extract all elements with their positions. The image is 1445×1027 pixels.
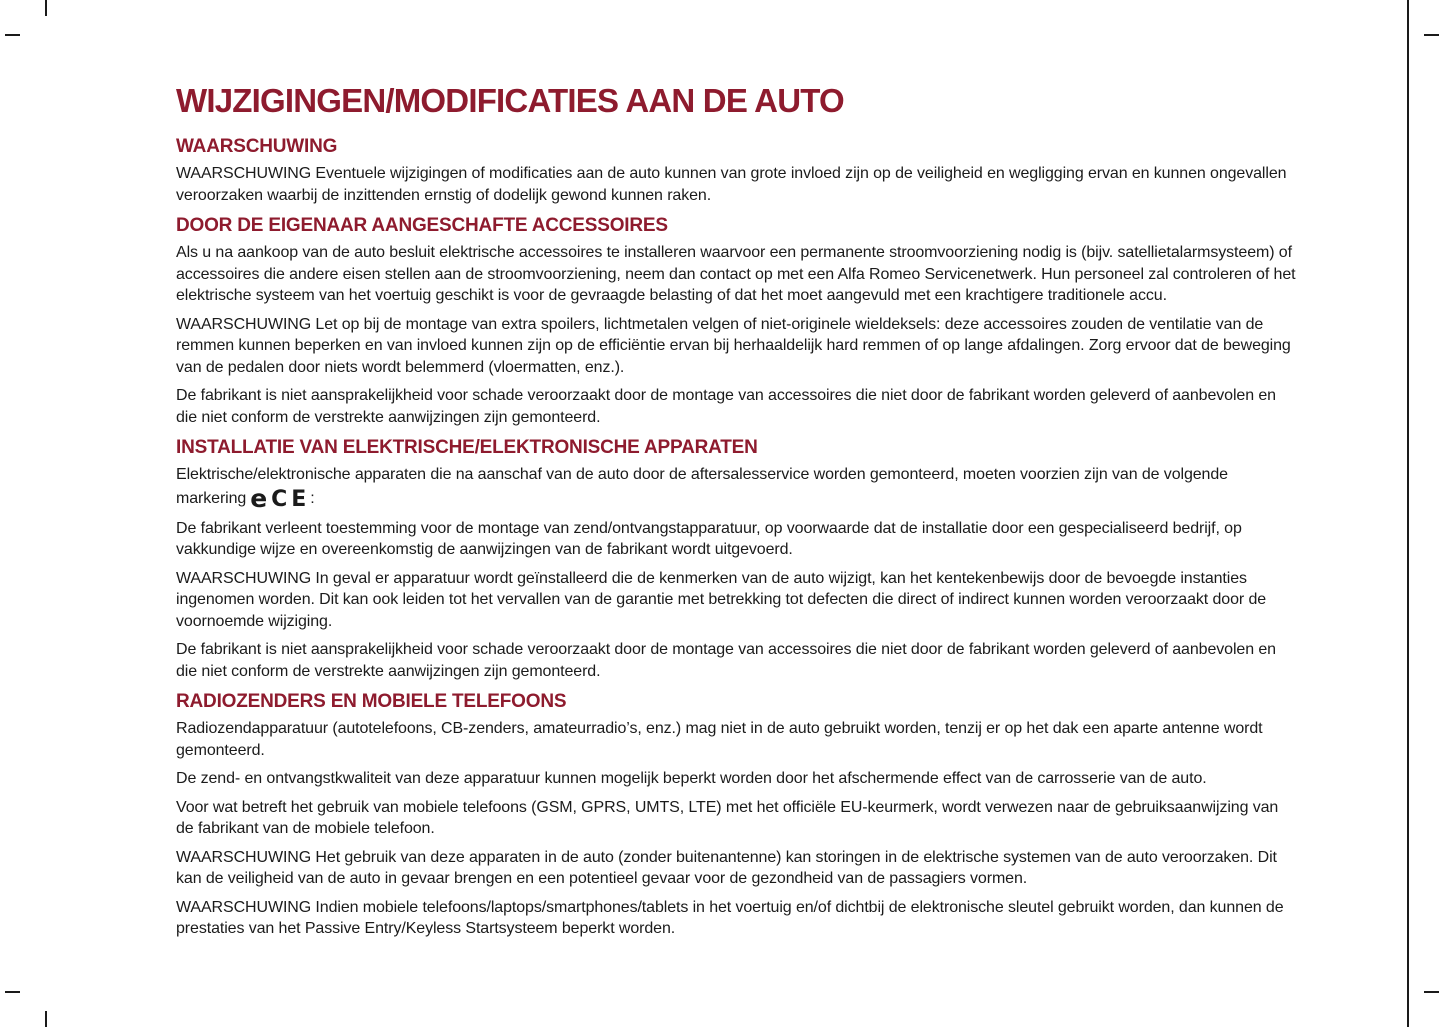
crop-mark-bottom-right-horizontal <box>1424 991 1439 993</box>
crop-mark-top-left-vertical <box>45 0 47 16</box>
page-trim-edge-line <box>1407 0 1409 1027</box>
markering-colon: : <box>310 489 315 507</box>
e-approval-mark-icon: e <box>250 483 268 513</box>
paragraph: Als u na aankoop van de auto besluit elektrische accessoires te installeren waarvoor een permanente stroomvoorziening nodig is (bijv. satellietalarmsysteem) of accessoires die andere eisen stellen aan de stroomvoorziening, neem dan contact op met een Alfa Romeo Servicenetwerk. Hun personeel zal controleren of het elektrische systeem van het voertuig geschikt is voor de gevraagde belasting of dat het moet aangevuld met een krachtigere traditionele accu. <box>176 244 1296 304</box>
paragraph: WAARSCHUWING Indien mobiele telefoons/laptops/smartphones/tablets in het voertuig en/of dichtbij de elektronische sleutel gebruikt worden, dan kunnen de prestaties van het Passive Entry/Keyless Startsysteem beperkt worden. <box>176 898 1284 937</box>
paragraph: De zend- en ontvangstkwaliteit van deze apparatuur kunnen mogelijk beperkt worden door het afschermende effect van de carrosserie van de auto. <box>176 770 1207 787</box>
paragraph: De fabrikant verleent toestemming voor de montage van zend/ontvangstapparatuur, op voorwaarde dat de installatie door een gespecialiseerd bedrijf, op vakkundige wijze en overeenkomstig de aanwijzingen van de fabrikant wordt uitgevoerd. <box>176 519 1242 558</box>
paragraph: WAARSCHUWING Het gebruik van deze apparaten in de auto (zonder buitenantenne) kan storingen in de elektrische systemen van de auto veroorzaken. Dit kan de veiligheid van de auto in gevaar brengen en een potentieel gevaar voor de gezondheid van de passagiers vormen. <box>176 848 1277 887</box>
paragraph: Voor wat betreft het gebruik van mobiele telefoons (GSM, GPRS, UMTS, LTE) met het officiële EU-keurmerk, wordt verwezen naar de gebruiksaanwijzing van de fabrikant van de mobiele telefoon. <box>176 798 1279 837</box>
paragraph: WAARSCHUWING Let op bij de montage van extra spoilers, lichtmetalen velgen of niet-originele wieldeksels: deze accessoires zouden de ventilatie van de remmen kunnen beperken en van invloed kunnen zijn op de efficiëntie ervan bij herhaaldelijk hard remmen of op lange afdalingen. Zorg ervoor dat de beweging van de pedalen door niets wordt belemmerd (vloermatten, enz.). <box>176 315 1291 376</box>
paragraph: De fabrikant is niet aansprakelijkheid voor schade veroorzaakt door de montage van accessoires die niet door de fabrikant worden geleverd of aanbevolen en die niet conform de verstrekte aanwijzingen zijn gemonteerd. <box>176 387 1276 426</box>
ce-mark-icon: CE <box>271 486 311 512</box>
crop-mark-bottom-left-horizontal <box>5 991 20 993</box>
page-content <box>176 82 1296 947</box>
section-heading-waarschuwing: WAARSCHUWING <box>176 136 338 157</box>
section-heading-accessoires: DOOR DE EIGENAAR AANGESCHAFTE ACCESSOIRES <box>176 215 668 236</box>
paragraph: WAARSCHUWING Eventuele wijzigingen of modificaties aan de auto kunnen van grote invloed zijn op de veiligheid en wegligging ervan en kunnen ongevallen veroorzaken waarbij de inzittenden ernstig of dodelijk gewond kunnen raken. <box>176 165 1287 204</box>
crop-mark-top-right-horizontal <box>1424 34 1439 36</box>
paragraph: Radiozendapparatuur (autotelefoons, CB-zenders, amateurradio’s, enz.) mag niet in de auto gebruikt worden, tenzij er op het dak een aparte antenne wordt gemonteerd. <box>176 720 1263 759</box>
crop-mark-bottom-left-vertical <box>45 1011 47 1027</box>
section-heading-radiozenders: RADIOZENDERS EN MOBIELE TELEFOONS <box>176 691 567 712</box>
paragraph: De fabrikant is niet aansprakelijkheid voor schade veroorzaakt door de montage van accessoires die niet door de fabrikant worden geleverd of aanbevolen en die niet conform de verstrekte aanwijzingen zijn gemonteerd. <box>176 641 1276 680</box>
section-heading-installatie: INSTALLATIE VAN ELEKTRISCHE/ELEKTRONISCHE APPARATEN <box>176 437 758 458</box>
page-title: WIJZIGINGEN/MODIFICATIES AAN DE AUTO <box>176 82 844 119</box>
crop-mark-top-left-horizontal <box>5 34 20 36</box>
markering-text: Elektrische/elektronische apparaten die na aanschaf van de auto door de aftersalesservice worden gemonteerd, moeten voorzien zijn van de volgende markering <box>176 466 1228 507</box>
paragraph-markering <box>176 464 1296 511</box>
paragraph: WAARSCHUWING In geval er apparatuur wordt geïnstalleerd die de kenmerken van de auto wijzigt, kan het kentekenbewijs door de bevoegde instanties ingenomen worden. Dit kan ook leiden tot het vervallen van de garantie met betrekking tot defecten die direct of indirect kunnen worden veroorzaakt door de voornoemde wijziging. <box>176 569 1267 630</box>
